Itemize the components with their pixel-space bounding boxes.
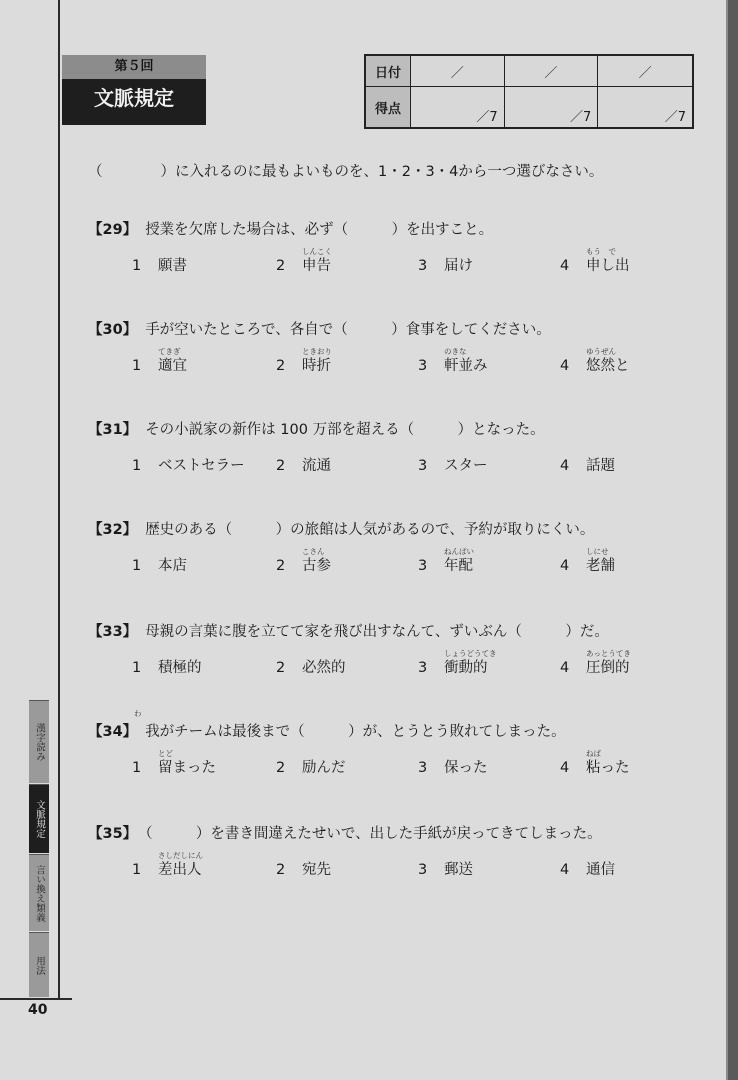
instruction-text: （ ）に入れるのに最もよいものを、1・2・3・4から一つ選びなさい。	[88, 164, 604, 180]
option-number: 1	[132, 358, 142, 374]
option-text: 老舗	[586, 558, 615, 574]
option-number: 4	[560, 660, 570, 676]
tab-kanji-reading[interactable]: 漢字読み	[29, 700, 49, 783]
option-text: 差出人	[158, 862, 202, 878]
answer-option[interactable]	[418, 547, 474, 575]
question-sentence: 授業を欠席した場合は、必ず（ ）を出すこと。	[145, 222, 494, 238]
furigana: もう で	[586, 247, 616, 256]
option-number: 2	[276, 862, 286, 878]
option-number: 3	[418, 258, 428, 274]
option-word	[444, 760, 488, 776]
option-word	[302, 760, 346, 776]
score-cell[interactable]: ／7	[411, 87, 505, 129]
question-number: 【35】	[88, 826, 138, 842]
option-number: 2	[276, 258, 286, 274]
option-word	[444, 862, 473, 878]
answer-option[interactable]	[560, 858, 615, 879]
answer-option[interactable]	[418, 254, 473, 275]
furigana: ねば	[586, 749, 601, 758]
question-number: 【32】	[88, 522, 138, 538]
question-text	[88, 620, 609, 641]
question-sentence: 母親の言葉に腹を立てて家を飛び出すなんて、ずいぶん（ ）だ。	[145, 624, 609, 640]
furigana: わ	[134, 709, 142, 718]
furigana: あっとうてき	[586, 649, 631, 658]
option-number: 4	[560, 760, 570, 776]
question-sentence: 手が空いたところで、各自で（ ）食事をしてください。	[145, 322, 551, 338]
furigana: てきぎ	[158, 347, 181, 356]
option-number: 4	[560, 258, 570, 274]
option-number: 4	[560, 862, 570, 878]
option-word	[158, 458, 245, 474]
answer-option[interactable]	[132, 656, 202, 677]
option-word	[586, 862, 615, 878]
option-number: 2	[276, 358, 286, 374]
option-text: 郵送	[444, 862, 473, 878]
furigana: ときおり	[302, 347, 332, 356]
option-text: 届け	[444, 258, 473, 274]
tab-usage[interactable]: 用法	[29, 932, 49, 997]
answer-option[interactable]	[132, 749, 216, 777]
date-cell[interactable]: ／	[598, 55, 693, 87]
option-number: 3	[418, 862, 428, 878]
question-number: 【31】	[88, 422, 138, 438]
footer-line	[0, 998, 72, 1000]
score-cell[interactable]: ／7	[504, 87, 598, 129]
option-text: 古参	[302, 558, 331, 574]
option-word	[302, 347, 332, 374]
option-text: 時折	[302, 358, 331, 374]
option-number: 3	[418, 558, 428, 574]
answer-option[interactable]	[132, 254, 187, 275]
option-text: 流通	[302, 458, 331, 474]
option-number: 3	[418, 660, 428, 676]
option-text: 願書	[158, 258, 187, 274]
section-header	[62, 55, 206, 125]
answer-option[interactable]	[560, 454, 615, 475]
option-text: 申告	[302, 258, 331, 274]
option-number: 1	[132, 458, 142, 474]
option-word	[158, 347, 187, 374]
date-cell[interactable]: ／	[411, 55, 505, 87]
option-text: 本店	[158, 558, 187, 574]
option-text: 留まった	[158, 760, 216, 776]
tab-context[interactable]: 文脈規定	[29, 784, 49, 853]
furigana: ゆうぜん	[586, 347, 616, 356]
option-word	[586, 347, 630, 374]
question-text	[88, 822, 602, 843]
answer-option[interactable]	[418, 347, 488, 375]
option-word	[586, 649, 631, 676]
option-number: 2	[276, 558, 286, 574]
option-number: 3	[418, 458, 428, 474]
option-text: 悠然と	[586, 358, 630, 374]
question-sentence: （ ）を書き間違えたせいで、出した手紙が戻ってきてしまった。	[145, 826, 602, 842]
option-text: 申し出	[586, 258, 630, 274]
option-text: 保った	[444, 760, 488, 776]
option-text: 衝動的	[444, 660, 488, 676]
option-word	[302, 547, 331, 574]
option-word	[158, 749, 216, 776]
score-cell[interactable]: ／7	[598, 87, 693, 129]
answer-option[interactable]	[560, 749, 630, 777]
option-number: 4	[560, 558, 570, 574]
answer-option[interactable]	[418, 756, 488, 777]
question-text	[88, 709, 566, 741]
option-word	[302, 247, 332, 274]
tab-paraphrase[interactable]: 言い換え類義	[29, 854, 49, 931]
option-text: 圧倒的	[586, 660, 630, 676]
option-number: 1	[132, 660, 142, 676]
furigana: こさん	[302, 547, 325, 556]
question-sentence: 歴史のある（ ）の旅館は人気があるので、予約が取りにくい。	[145, 522, 595, 538]
option-word	[586, 547, 615, 574]
answer-option[interactable]	[276, 247, 332, 275]
session-label: 第５回	[62, 55, 206, 79]
question-text	[88, 218, 493, 239]
option-word	[158, 258, 187, 274]
question-number: 【29】	[88, 222, 138, 238]
furigana: のきな	[444, 347, 467, 356]
option-number: 1	[132, 862, 142, 878]
answer-option[interactable]	[276, 454, 331, 475]
option-number: 4	[560, 458, 570, 474]
score-label: 得点	[365, 87, 411, 129]
question-text	[88, 518, 594, 539]
option-word	[302, 660, 346, 676]
option-text: 積極的	[158, 660, 202, 676]
answer-option[interactable]	[132, 347, 187, 375]
answer-option[interactable]	[560, 247, 630, 275]
question-number: 【34】	[88, 724, 138, 740]
option-word	[444, 258, 473, 274]
section-title: 文脈規定	[94, 86, 174, 110]
answer-option[interactable]	[132, 851, 203, 879]
option-text: 軒並み	[444, 358, 488, 374]
option-text: 粘った	[586, 760, 630, 776]
option-word	[444, 458, 488, 474]
option-word	[586, 458, 615, 474]
option-word	[444, 347, 488, 374]
question-sentence: その小説家の新作は 100 万部を超える（ ）となった。	[145, 422, 545, 438]
question-number: 【30】	[88, 322, 138, 338]
option-word	[302, 862, 331, 878]
option-number: 1	[132, 258, 142, 274]
option-word	[586, 247, 630, 274]
answer-option[interactable]	[276, 547, 331, 575]
answer-option[interactable]	[560, 547, 615, 575]
option-number: 2	[276, 660, 286, 676]
page-number: 40	[28, 1002, 48, 1018]
answer-option[interactable]	[560, 649, 631, 677]
option-number: 2	[276, 458, 286, 474]
option-text: 宛先	[302, 862, 331, 878]
furigana: しにせ	[586, 547, 609, 556]
answer-option[interactable]	[276, 756, 346, 777]
furigana: とど	[158, 749, 173, 758]
option-number: 1	[132, 760, 142, 776]
furigana: さしだしにん	[158, 851, 203, 860]
option-number: 3	[418, 760, 428, 776]
furigana: ねんぱい	[444, 547, 474, 556]
option-text: 必然的	[302, 660, 346, 676]
option-word	[158, 660, 202, 676]
option-word	[158, 558, 187, 574]
score-table	[364, 54, 694, 129]
answer-option[interactable]	[276, 858, 331, 879]
option-word	[158, 851, 203, 878]
date-cell[interactable]: ／	[504, 55, 598, 87]
option-text: 励んだ	[302, 760, 346, 776]
option-text: 適宜	[158, 358, 187, 374]
answer-option[interactable]	[418, 454, 488, 475]
option-text: スター	[444, 458, 488, 474]
answer-option[interactable]	[132, 454, 245, 475]
option-word	[586, 749, 630, 776]
date-label: 日付	[365, 55, 411, 87]
option-text: ベストセラー	[158, 458, 245, 474]
question-text	[88, 418, 545, 439]
margin-line	[58, 0, 60, 1000]
option-word	[302, 458, 331, 474]
option-word	[444, 547, 474, 574]
option-number: 3	[418, 358, 428, 374]
option-text: 通信	[586, 862, 615, 878]
question-number: 【33】	[88, 624, 138, 640]
answer-option[interactable]	[418, 858, 473, 879]
question-text	[88, 318, 551, 339]
option-word	[444, 649, 497, 676]
furigana: しんこく	[302, 247, 332, 256]
answer-option[interactable]	[560, 347, 630, 375]
answer-option[interactable]	[276, 656, 346, 677]
answer-option[interactable]	[132, 554, 187, 575]
furigana: しょうどうてき	[444, 649, 497, 658]
option-number: 2	[276, 760, 286, 776]
answer-option[interactable]	[276, 347, 332, 375]
answer-option[interactable]	[418, 649, 497, 677]
option-text: 話題	[586, 458, 615, 474]
option-text: 年配	[444, 558, 473, 574]
question-sentence: 我がチームは最後まで（ ）が、とうとう敗れてしまった。	[145, 724, 566, 740]
option-number: 4	[560, 358, 570, 374]
option-number: 1	[132, 558, 142, 574]
